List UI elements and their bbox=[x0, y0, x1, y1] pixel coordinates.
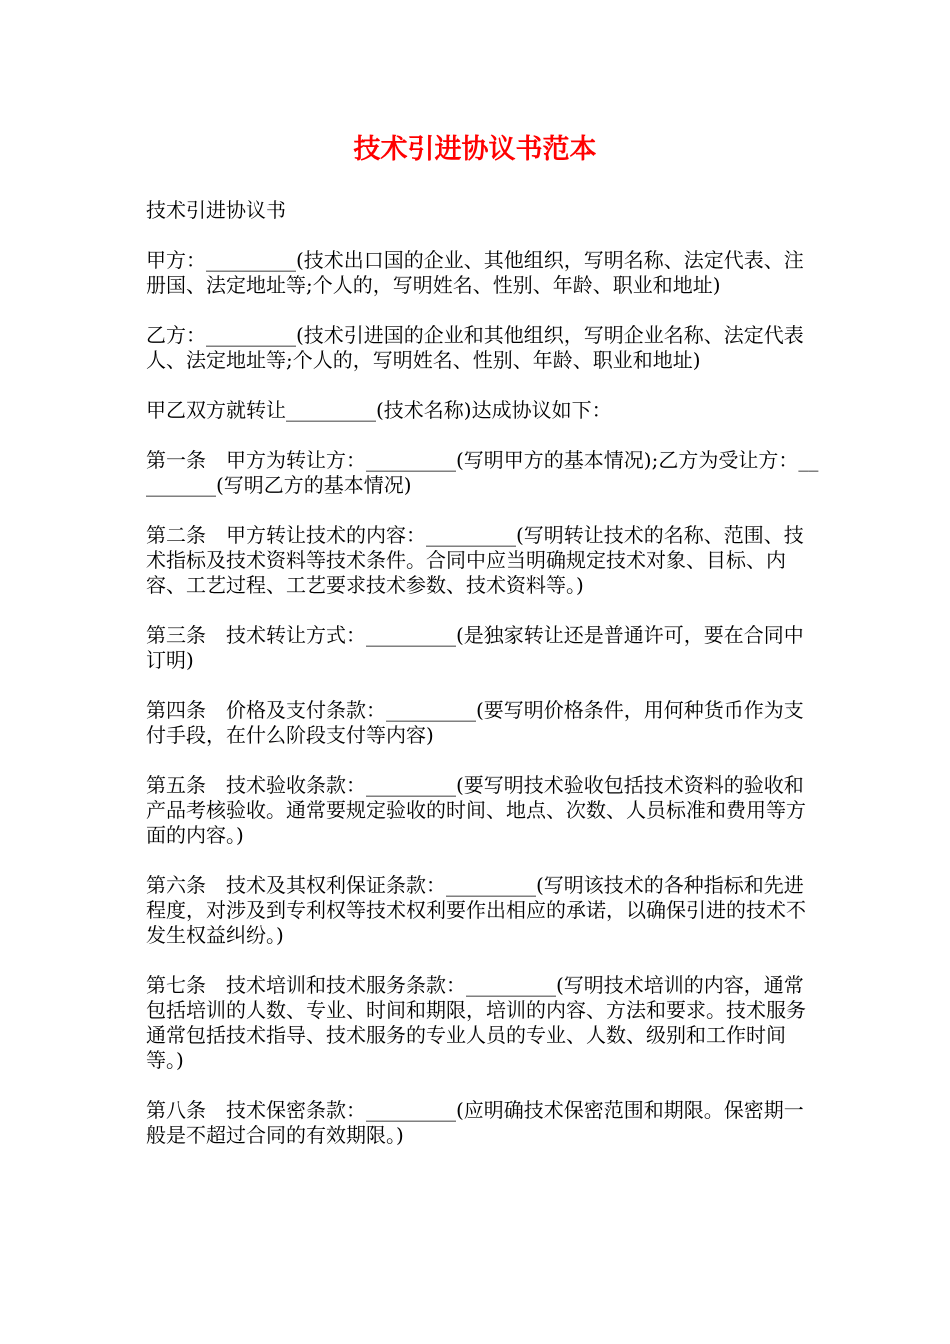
article-6-paragraph: 第六条 技术及其权利保证条款：_________(写明该技术的各种指标和先进程度，对涉及到专利权等技术权利要作出相应的承诺，以确保引进的技术不发生权益纠纷。) bbox=[146, 873, 806, 947]
article-3-paragraph: 第三条 技术转让方式：_________(是独家转让还是普通许可，要在合同中订明) bbox=[146, 623, 804, 672]
article-4-paragraph: 第四条 价格及支付条款：_________(要写明价格条件，用何种货币作为支付手段，在什么阶段支付等内容) bbox=[146, 698, 804, 747]
agreement-intro-paragraph: 甲乙双方就转让_________(技术名称)达成协议如下： bbox=[146, 398, 612, 422]
article-8-paragraph: 第八条 技术保密条款：_________(应明确技术保密范围和期限。保密期一般是不超过合同的有效期限。) bbox=[146, 1098, 804, 1147]
document-title: 技术引进协议书范本 bbox=[353, 134, 597, 165]
article-7-paragraph: 第七条 技术培训和技术服务条款：_________(写明技术培训的内容，通常包括培训的人数、专业、时间和期限，培训的内容、方法和要求。技术服务通常包括技术指导、技术服务的专业人员的专业、人数、级别和工作时间等。) bbox=[146, 973, 806, 1072]
article-1-paragraph: 第一条 甲方为转让方：_________(写明甲方的基本情况);乙方为受让方：_________(写明乙方的基本情况) bbox=[146, 448, 819, 497]
party-a-paragraph: 甲方：_________(技术出口国的企业、其他组织，写明名称、法定代表、注册国、法定地址等;个人的，写明姓名、性别、年龄、职业和地址) bbox=[146, 248, 804, 297]
article-5-paragraph: 第五条 技术验收条款：_________(要写明技术验收包括技术资料的验收和产品考核验收。通常要规定验收的时间、地点、次数、人员标准和费用等方面的内容。) bbox=[146, 773, 806, 847]
doc-heading: 技术引进协议书 bbox=[146, 198, 286, 222]
article-2-paragraph: 第二条 甲方转让技术的内容：_________(写明转让技术的名称、范围、技术指标及技术资料等技术条件。合同中应当明确规定技术对象、目标、内容、工艺过程、工艺要求技术参数、技术资料等。) bbox=[146, 523, 804, 597]
party-b-paragraph: 乙方：_________(技术引进国的企业和其他组织，写明企业名称、法定代表人、法定地址等;个人的，写明姓名、性别、年龄、职业和地址) bbox=[146, 323, 804, 372]
document-body bbox=[146, 198, 822, 1173]
